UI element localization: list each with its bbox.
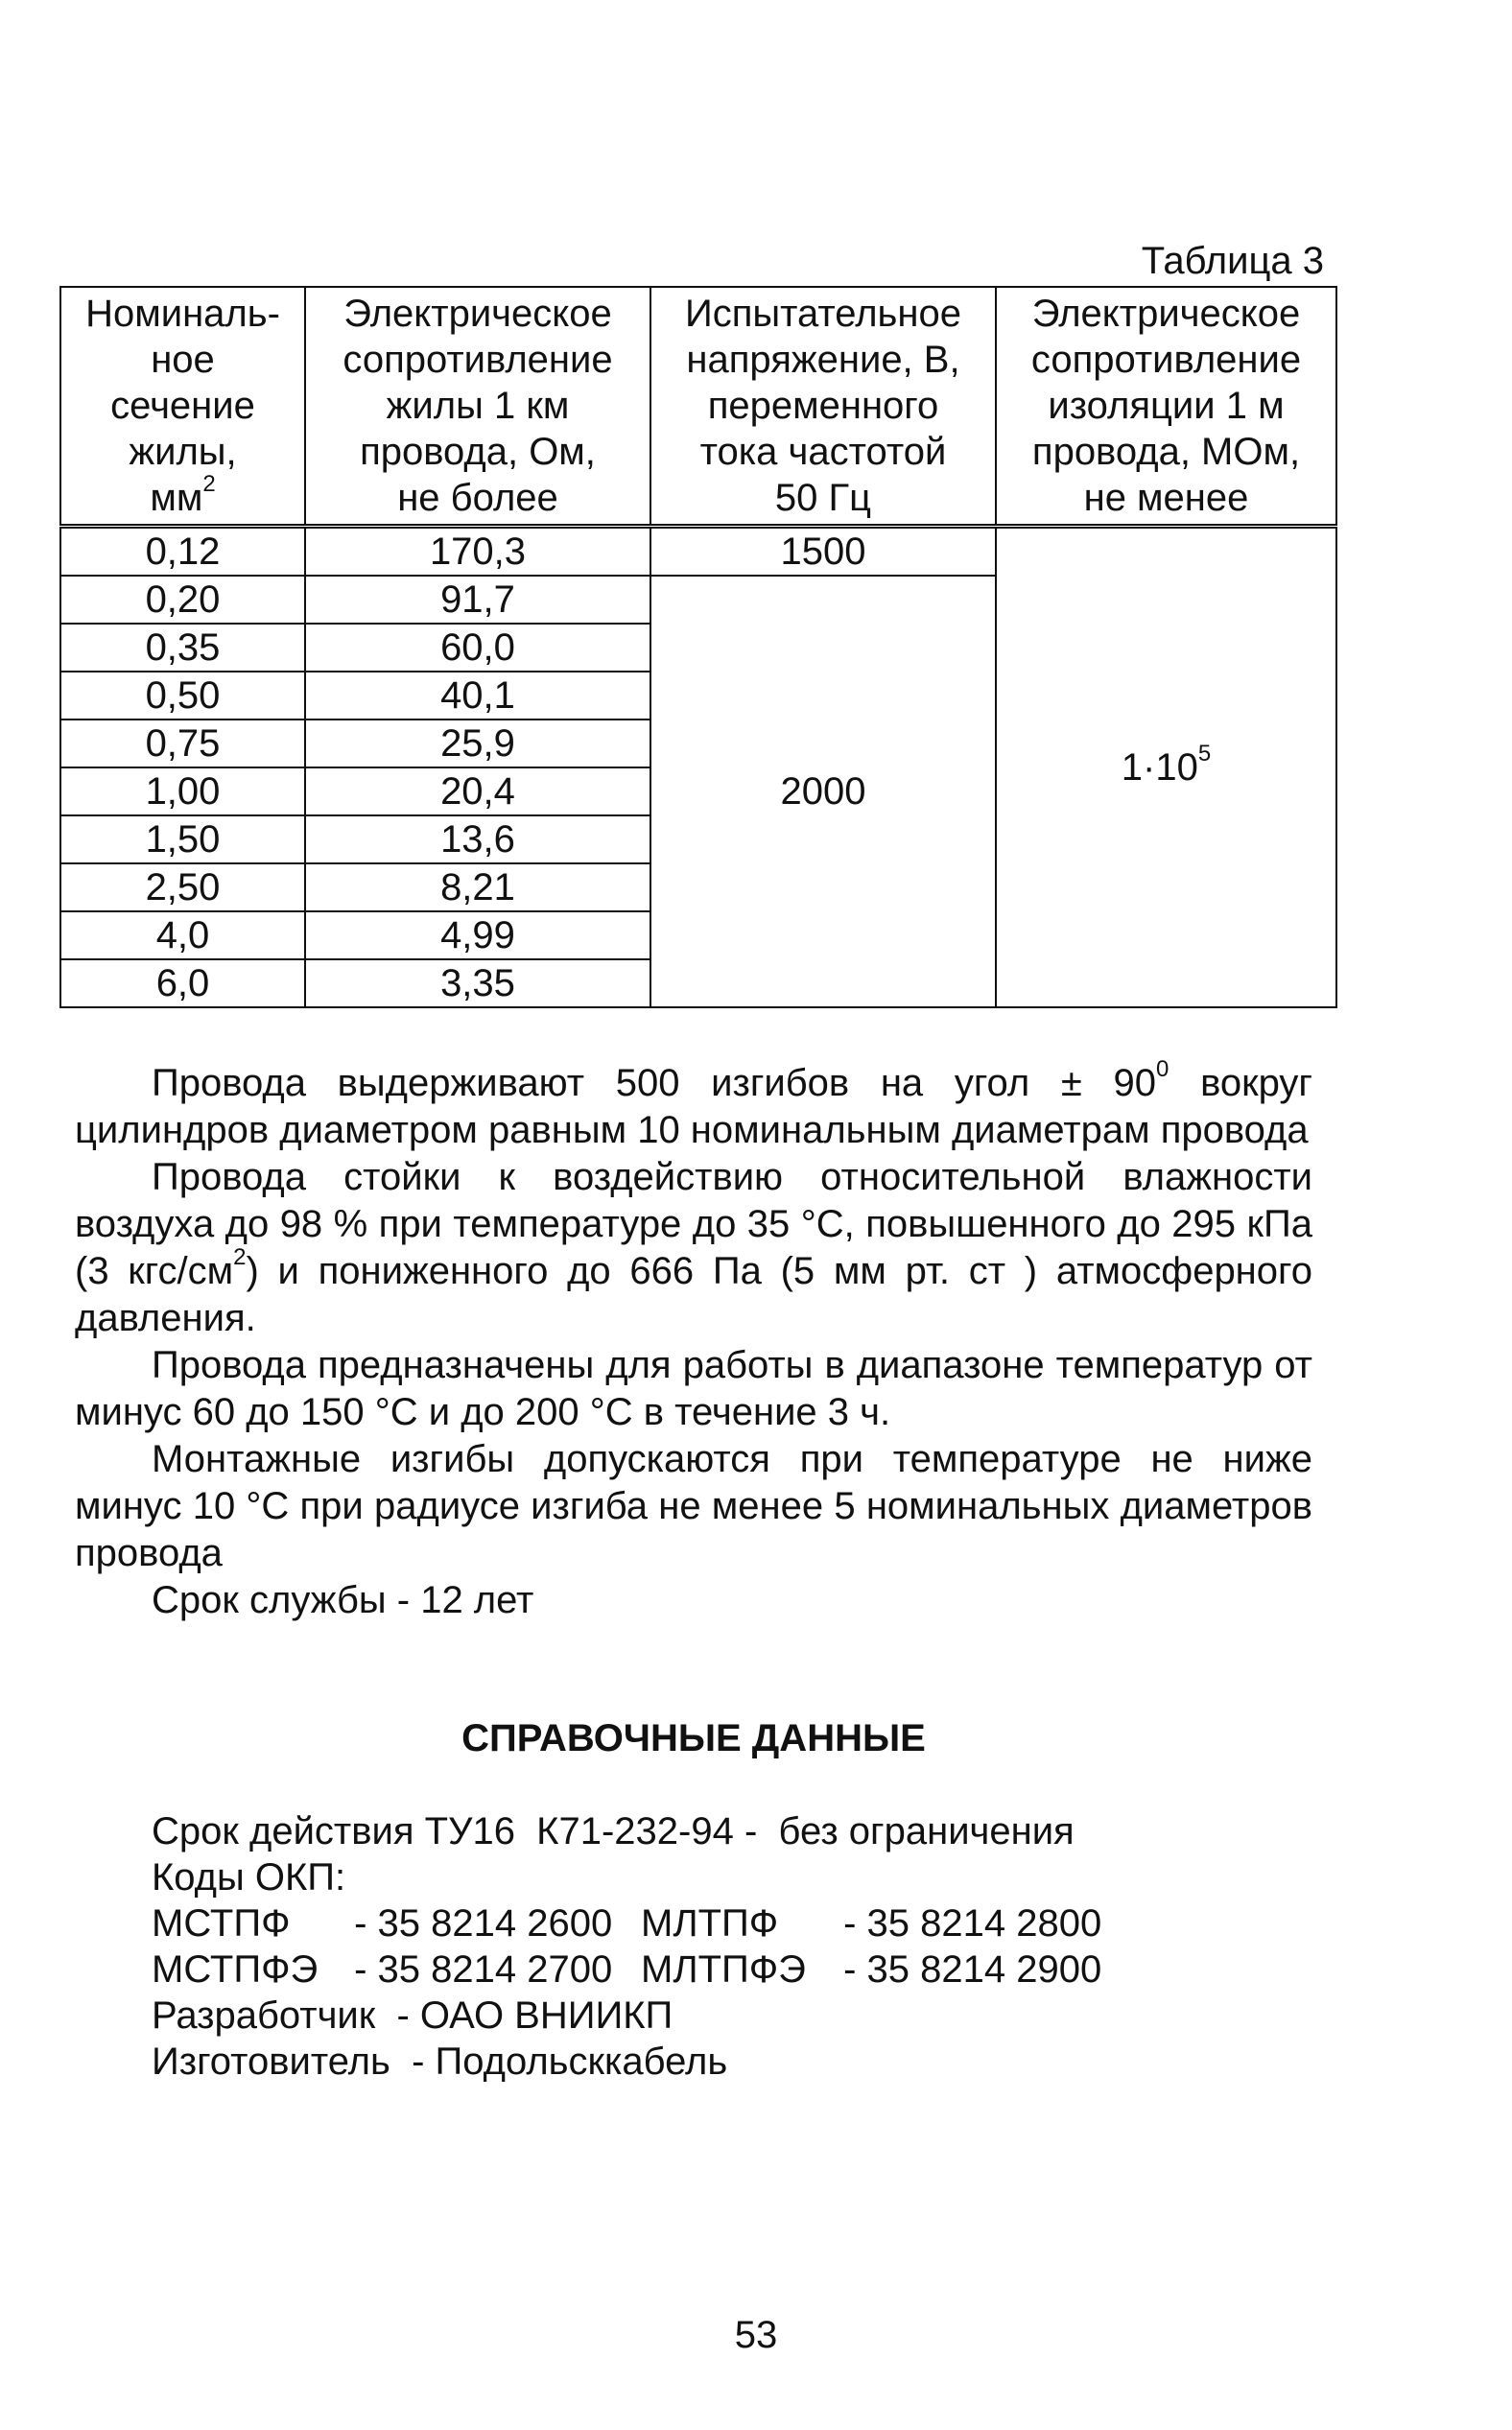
section-cell: 6,0	[60, 959, 305, 1007]
resistance-cell: 4,99	[305, 911, 650, 959]
manufacturer-line: Изготовитель - Подольсккабель	[152, 2041, 728, 2083]
specifications-table	[59, 286, 1337, 1008]
paragraph-temperature-range: Провода предназначены для работы в диапазоне температур от минус 60 до 150 °С и до 200 °С в течение 3 ч.	[75, 1344, 1312, 1433]
paragraph-bending: Провода выдерживают 500 изгибов на угол ± $90^0$ вокруг цилиндров диаметром равным 10 номинальным диаметрам провода	[75, 1055, 1313, 1151]
validity-line: Срок действия ТУ16 К71-232-94 - без ограничения	[152, 1810, 1075, 1852]
page-number: 53	[734, 2314, 778, 2356]
header-nominal-section: Номиналь- ное сечение жилы, $мм^2$	[60, 287, 305, 527]
section-cell: 2,50	[60, 863, 305, 911]
section-cell: 1,00	[60, 767, 305, 815]
header-conductor-resistance: Электрическое сопротивление жилы 1 км провода, Ом, не более	[305, 287, 650, 527]
resistance-cell: 3,35	[305, 959, 650, 1007]
resistance-cell: 40,1	[305, 672, 650, 720]
reference-data	[152, 1808, 1303, 2085]
resistance-cell: 91,7	[305, 576, 650, 624]
resistance-cell: 8,21	[305, 863, 650, 911]
table-header-row	[60, 287, 1336, 527]
section-cell: 0,20	[60, 576, 305, 624]
header-insulation-resistance: Электрическое сопротивление изоляции 1 м провода, МОм, не менее	[996, 287, 1336, 527]
table-caption: Таблица 3	[1141, 240, 1324, 282]
section-cell: 0,35	[60, 624, 305, 672]
header-test-voltage: Испытательное напряжение, В, переменного тока частотой 50 Гц	[650, 287, 996, 527]
table-row	[60, 527, 1336, 577]
insulation-cell: $1\cdot 10^5$	[996, 527, 1336, 1008]
voltage-cell-1500: 1500	[650, 527, 996, 577]
paragraph-humidity: Провода стойки к воздействию относительной влажности воздуха до 98 % при температуре до 35 °С, повышенного до 295 кПа (3 кгс/$см^2$) и пониженного до 666 Па (5 мм рт. ст ) атмосферного давления.	[75, 1156, 1312, 1339]
okp-code-row: МСТПФЭ - 35 8214 2700 МЛТПФЭ - 35 8214 2900	[152, 1948, 1102, 1991]
section-cell: 1,50	[60, 815, 305, 863]
section-cell: 0,75	[60, 720, 305, 767]
resistance-cell: 13,6	[305, 815, 650, 863]
okp-label: Коды ОКП:	[152, 1856, 346, 1899]
section-cell: 4,0	[60, 911, 305, 959]
reference-heading: СПРАВОЧНЫЕ ДАННЫЕ	[461, 1717, 926, 1759]
section-cell: 0,12	[60, 527, 305, 577]
section-cell: 0,50	[60, 672, 305, 720]
resistance-cell: 20,4	[305, 767, 650, 815]
paragraph-mounting-bends: Монтажные изгибы допускаются при температуре не ниже минус 10 °С при радиусе изгиба не менее 5 номинальных диаметров провода	[75, 1438, 1312, 1574]
body-text	[75, 1055, 1313, 1624]
resistance-cell: 170,3	[305, 527, 650, 577]
voltage-cell-2000: 2000	[650, 576, 996, 1007]
paragraph-service-life: Срок службы - 12 лет	[152, 1579, 534, 1621]
developer-line: Разработчик - ОАО ВНИИКП	[152, 1994, 673, 2037]
resistance-cell: 60,0	[305, 624, 650, 672]
resistance-cell: 25,9	[305, 720, 650, 767]
okp-code-row: МСТПФ - 35 8214 2600 МЛТПФ - 35 8214 2800	[152, 1902, 1102, 1945]
